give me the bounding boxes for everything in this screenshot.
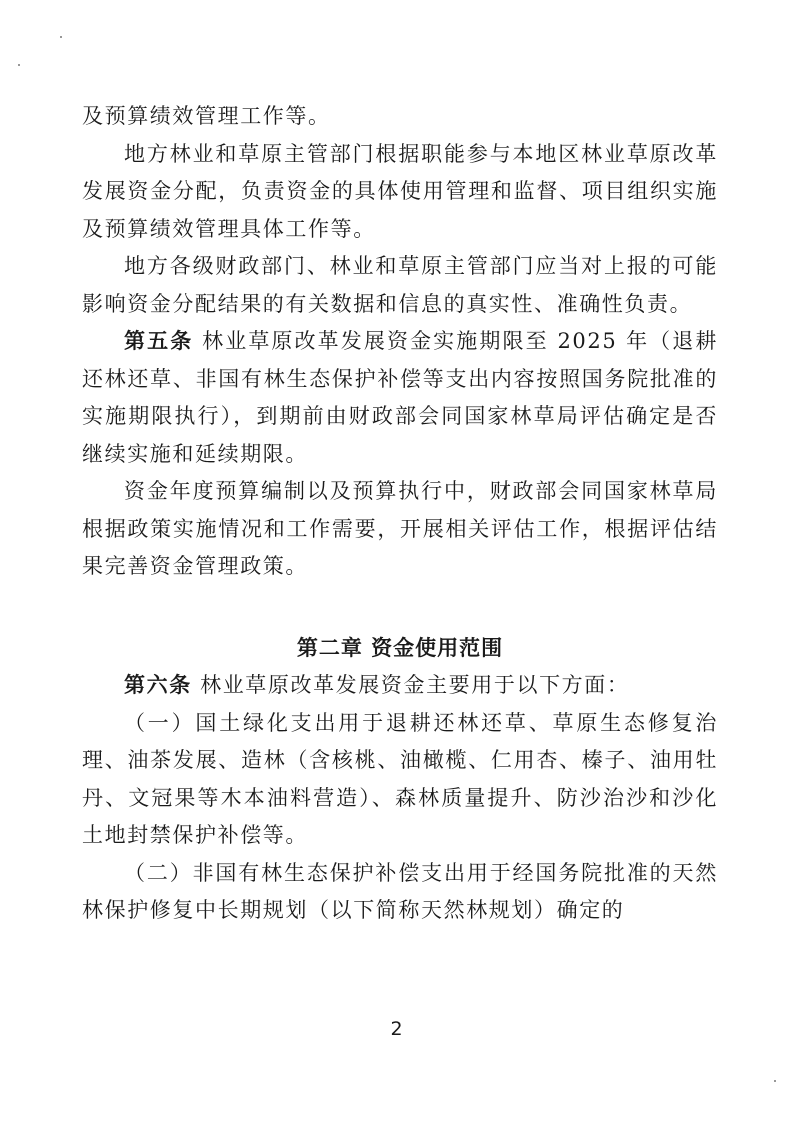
scan-speck	[60, 36, 62, 38]
scan-speck	[774, 1080, 776, 1082]
article-heading: 第六条	[124, 673, 192, 697]
paragraph-text: 及预算绩效管理工作等。	[82, 104, 331, 128]
paragraph-text: （二）非国有林生态保护补偿支出用于经国务院批准的天然林保护修复中长期规划（以下简称天然林规划）确定的	[82, 860, 718, 922]
paragraph-text: 地方林业和草原主管部门根据职能参与本地区林业草原改革发展资金分配，负责资金的具体使用管理和监督、项目组织实施及预算绩效管理具体工作等。	[82, 141, 718, 241]
paragraph-item-1	[82, 705, 718, 855]
chapter-title: 第二章 资金使用范围	[296, 635, 504, 660]
paragraph-item-2	[82, 855, 718, 930]
paragraph-text: （一）国土绿化支出用于退耕还林还草、草原生态修复治理、油茶发展、造林（含核桃、油橄榄、仁用杏、榛子、油用牡丹、文冠果等木本油料营造）、森林质量提升、防沙治沙和沙化土地封禁保护补偿等。	[82, 710, 718, 847]
paragraph-1	[82, 98, 718, 136]
paragraph-5	[82, 473, 718, 586]
page-number: 2	[390, 1018, 403, 1040]
article-heading: 第五条	[124, 329, 194, 353]
paragraph-text: 林业草原改革发展资金主要用于以下方面：	[191, 673, 630, 697]
document-body	[82, 98, 718, 930]
article-5	[82, 323, 718, 473]
article-6	[82, 667, 718, 705]
paragraph-text: 地方各级财政部门、林业和草原主管部门应当对上报的可能影响资金分配结果的有关数据和信息的真实性、准确性负责。	[82, 254, 718, 316]
paragraph-3	[82, 248, 718, 323]
paragraph-text: 资金年度预算编制以及预算执行中，财政部会同国家林草局根据政策实施情况和工作需要，开展相关评估工作，根据评估结果完善资金管理政策。	[82, 479, 718, 578]
paragraph-text: 林业草原改革发展资金实施期限至 2025 年（退耕还林还草、非国有林生态保护补偿等支出内容按照国务院批准的实施期限执行），到期前由财政部会同国家林草局评估确定是否继续实施和延续期限。	[82, 329, 718, 466]
paragraph-2	[82, 136, 718, 249]
scan-speck	[18, 64, 20, 66]
